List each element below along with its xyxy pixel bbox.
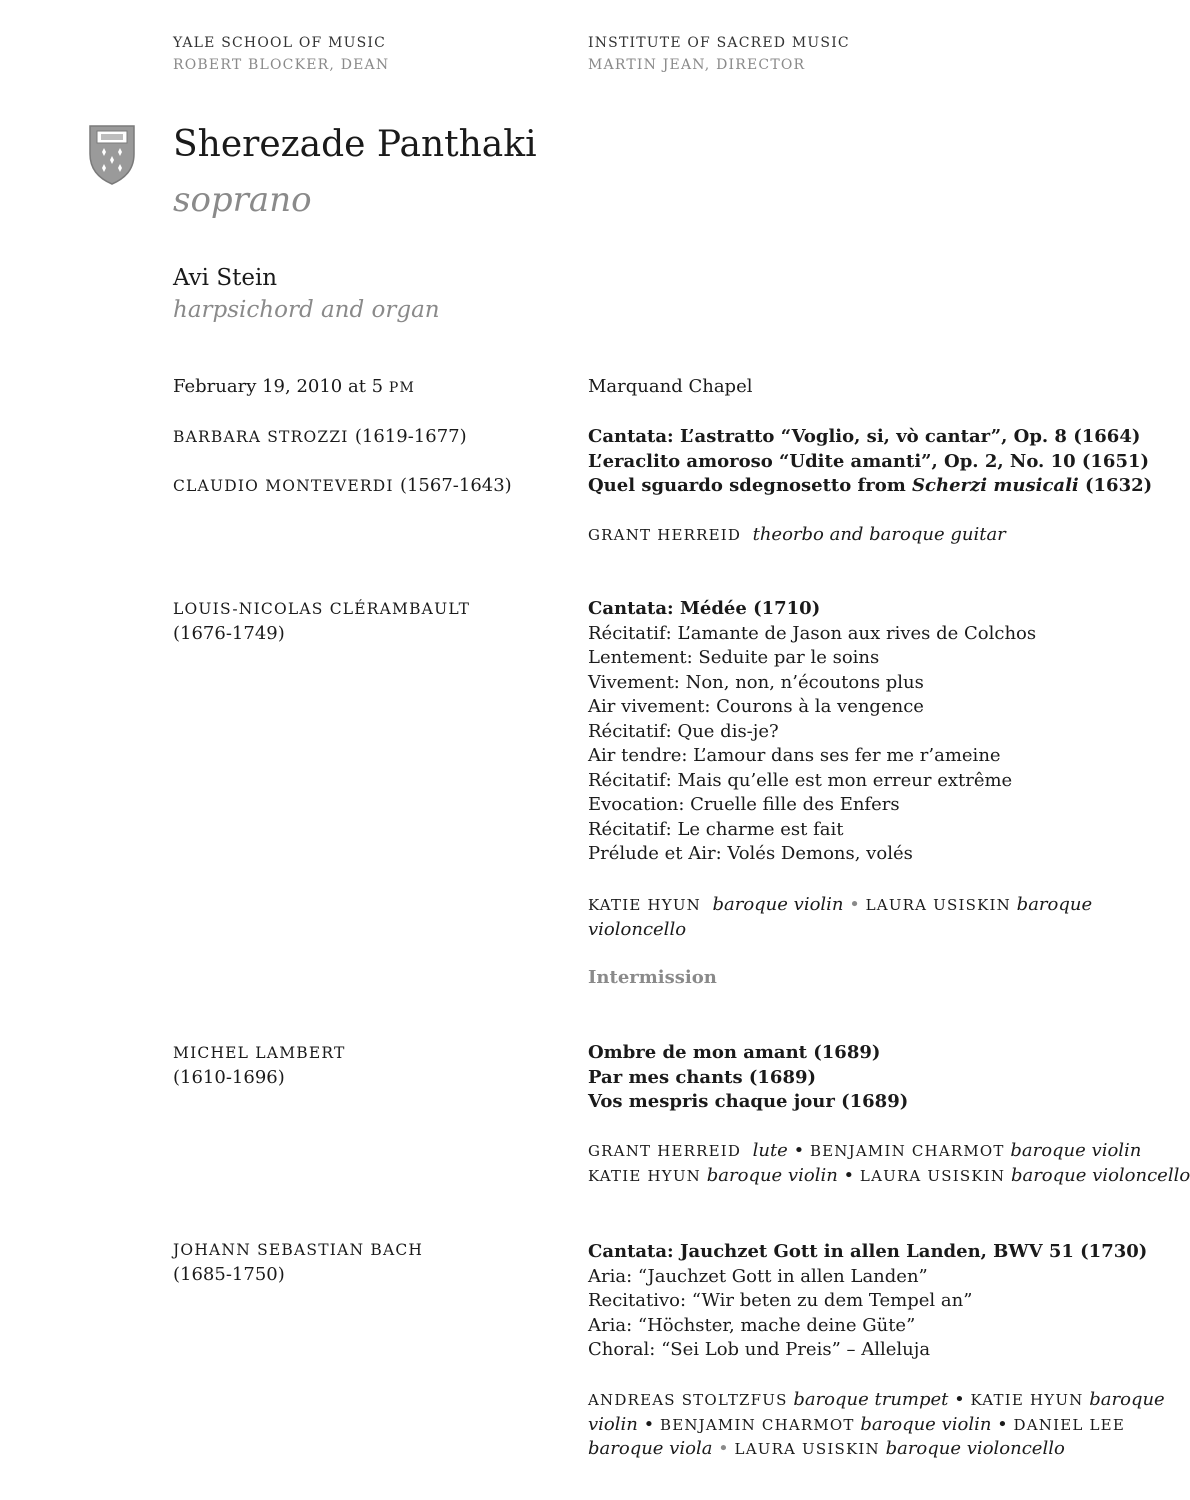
work-title: L’eraclito amoroso “Udite amanti”, Op. 2, No. 10 (1651) xyxy=(588,450,1150,472)
yale-shield-icon xyxy=(88,124,136,186)
separator-bullet: • xyxy=(954,1389,965,1410)
composer-dates: (1567-1643) xyxy=(399,475,512,496)
musician-instrument: violin xyxy=(588,1413,638,1435)
composer-name: MICHEL LAMBERT xyxy=(173,1044,346,1062)
movement: Recitativo: “Wir beten zu dem Tempel an” xyxy=(588,1290,973,1311)
work-prefix: Quel sguardo sdegnosetto from xyxy=(588,475,913,496)
movement: Evocation: Cruelle fille des Enfers xyxy=(588,794,900,815)
separator-bullet: • xyxy=(849,894,860,915)
musician-instrument: baroque violin xyxy=(706,1164,838,1186)
work-suffix: (1632) xyxy=(1078,475,1153,496)
musician-name: GRANT HERREID xyxy=(588,1142,742,1160)
movement: Récitatif: L’amante de Jason aux rives de Colchos xyxy=(588,622,1037,644)
movement: Récitatif: Mais qu’elle est mon erreur extrême xyxy=(588,769,1013,791)
separator-bullet: • xyxy=(843,1164,855,1186)
musician-name: LAURA USISKIN xyxy=(734,1440,880,1458)
movement: Aria: “Jauchzet Gott in allen Landen” xyxy=(588,1265,928,1287)
header-right-person: MARTIN JEAN, DIRECTOR xyxy=(588,57,806,73)
movement: Prélude et Air: Volés Demons, volés xyxy=(588,843,913,864)
musician-instrument: baroque viola xyxy=(588,1438,713,1459)
musician-instrument: theorbo and baroque guitar xyxy=(752,524,1006,545)
musician-instrument: baroque trumpet xyxy=(793,1389,949,1410)
movement: Lentement: Seduite par le soins xyxy=(588,647,880,668)
separator-bullet: • xyxy=(997,1413,1008,1435)
musician-line xyxy=(588,1413,1165,1438)
musician-instrument: baroque violin xyxy=(1010,1140,1142,1161)
intermission-label: Intermission xyxy=(588,967,717,988)
separator-bullet: • xyxy=(718,1438,729,1459)
composer-bach xyxy=(173,1238,423,1287)
work-collection: Scherzi musicali xyxy=(912,475,1079,496)
musician-name: LAURA USISKIN xyxy=(865,896,1011,914)
movement: Aria: “Höchster, mache deine Güte” xyxy=(588,1314,916,1336)
secondary-performer-role: harpsichord and organ xyxy=(173,297,440,323)
musician-name: ANDREAS STOLTZFUS xyxy=(588,1391,788,1409)
composer-clerambault xyxy=(173,597,470,646)
work-title: Par mes chants (1689) xyxy=(588,1066,817,1088)
musician-instrument: baroque violoncello xyxy=(885,1438,1065,1459)
musician-name: LAURA USISKIN xyxy=(859,1166,1006,1185)
musician-name: KATIE HYUN xyxy=(970,1391,1084,1409)
event-date xyxy=(173,375,415,401)
composer-monteverdi xyxy=(173,474,512,499)
musician-name: DANIEL LEE xyxy=(1013,1415,1125,1434)
composer-name: JOHANN SEBASTIAN BACH xyxy=(173,1241,424,1259)
composer-lambert xyxy=(173,1041,346,1090)
composer-name: BARBARA STROZZI xyxy=(173,428,349,446)
work-monteverdi xyxy=(588,474,1152,499)
musician-instrument: baroque violin xyxy=(712,894,844,915)
work-title: Ombre de mon amant (1689) xyxy=(588,1042,881,1063)
musicians-set4 xyxy=(588,1388,1165,1462)
secondary-performer-name: Avi Stein xyxy=(173,265,278,291)
movement: Récitatif: Que dis-je? xyxy=(588,720,779,742)
composer-name: CLAUDIO MONTEVERDI xyxy=(173,477,394,495)
work-lambert xyxy=(588,1041,908,1115)
header-right-org: INSTITUTE OF SACRED MUSIC xyxy=(588,35,850,51)
separator-bullet: • xyxy=(643,1413,655,1435)
movement: Air vivement: Courons à la vengence xyxy=(588,696,924,717)
musician-name: GRANT HERREID xyxy=(588,526,742,544)
work-title: Vos mespris chaque jour (1689) xyxy=(588,1091,909,1112)
musician-line xyxy=(588,1139,1190,1164)
musician-instrument: baroque violin xyxy=(860,1413,992,1435)
event-date-text: February 19, 2010 at 5 xyxy=(173,376,384,397)
musician-instrument: lute xyxy=(752,1140,788,1161)
work-bach xyxy=(588,1240,1147,1363)
musician-line xyxy=(588,1437,1165,1462)
work-title: Cantata: Jauchzet Gott in allen Landen, BWV 51 (1730) xyxy=(588,1241,1148,1262)
composer-dates: (1685-1750) xyxy=(173,1263,285,1285)
musician-name: BENJAMIN CHARMOT xyxy=(659,1415,855,1434)
work-title: Cantata: Médée (1710) xyxy=(588,598,821,619)
composer-name: LOUIS-NICOLAS CLÉRAMBAULT xyxy=(173,600,471,618)
movement: Air tendre: L’amour dans ses fer me r’ameine xyxy=(588,745,1001,766)
musician-line xyxy=(588,1388,1165,1413)
musician-name: KATIE HYUN xyxy=(588,1166,702,1185)
event-time-suffix: PM xyxy=(388,380,416,396)
header-left-person: ROBERT BLOCKER, DEAN xyxy=(173,57,390,73)
composer-strozzi xyxy=(173,425,467,450)
primary-performer-name: Sherezade Panthaki xyxy=(173,124,537,165)
musicians-set1 xyxy=(588,523,1006,548)
composer-dates: (1619-1677) xyxy=(354,426,467,447)
musicians-set2 xyxy=(588,893,1159,942)
musicians-set3 xyxy=(588,1139,1190,1188)
musician-instrument: baroque violoncello xyxy=(588,894,1093,940)
work-title xyxy=(588,474,1152,499)
work-clerambault xyxy=(588,597,1036,867)
work-title: Cantata: L’astratto “Voglio, si, vò cantar”, Op. 8 (1664) xyxy=(588,426,1141,447)
musician-line xyxy=(588,1164,1190,1189)
composer-dates: (1610-1696) xyxy=(173,1066,285,1088)
movement: Récitatif: Le charme est fait xyxy=(588,818,844,840)
primary-performer-role: soprano xyxy=(173,180,312,220)
movement: Choral: “Sei Lob und Preis” – Alleluja xyxy=(588,1339,931,1360)
separator-bullet: • xyxy=(793,1140,805,1161)
movement: Vivement: Non, non, n’écoutons plus xyxy=(588,671,924,693)
musician-instrument: baroque xyxy=(1089,1389,1165,1410)
musician-instrument: baroque violoncello xyxy=(1010,1164,1190,1186)
header-left-org: YALE SCHOOL OF MUSIC xyxy=(173,35,387,51)
event-venue: Marquand Chapel xyxy=(588,376,753,397)
musician-name: BENJAMIN CHARMOT xyxy=(809,1142,1005,1160)
musician-name: KATIE HYUN xyxy=(588,896,702,914)
composer-dates: (1676-1749) xyxy=(173,622,285,644)
work-strozzi xyxy=(588,425,1149,474)
